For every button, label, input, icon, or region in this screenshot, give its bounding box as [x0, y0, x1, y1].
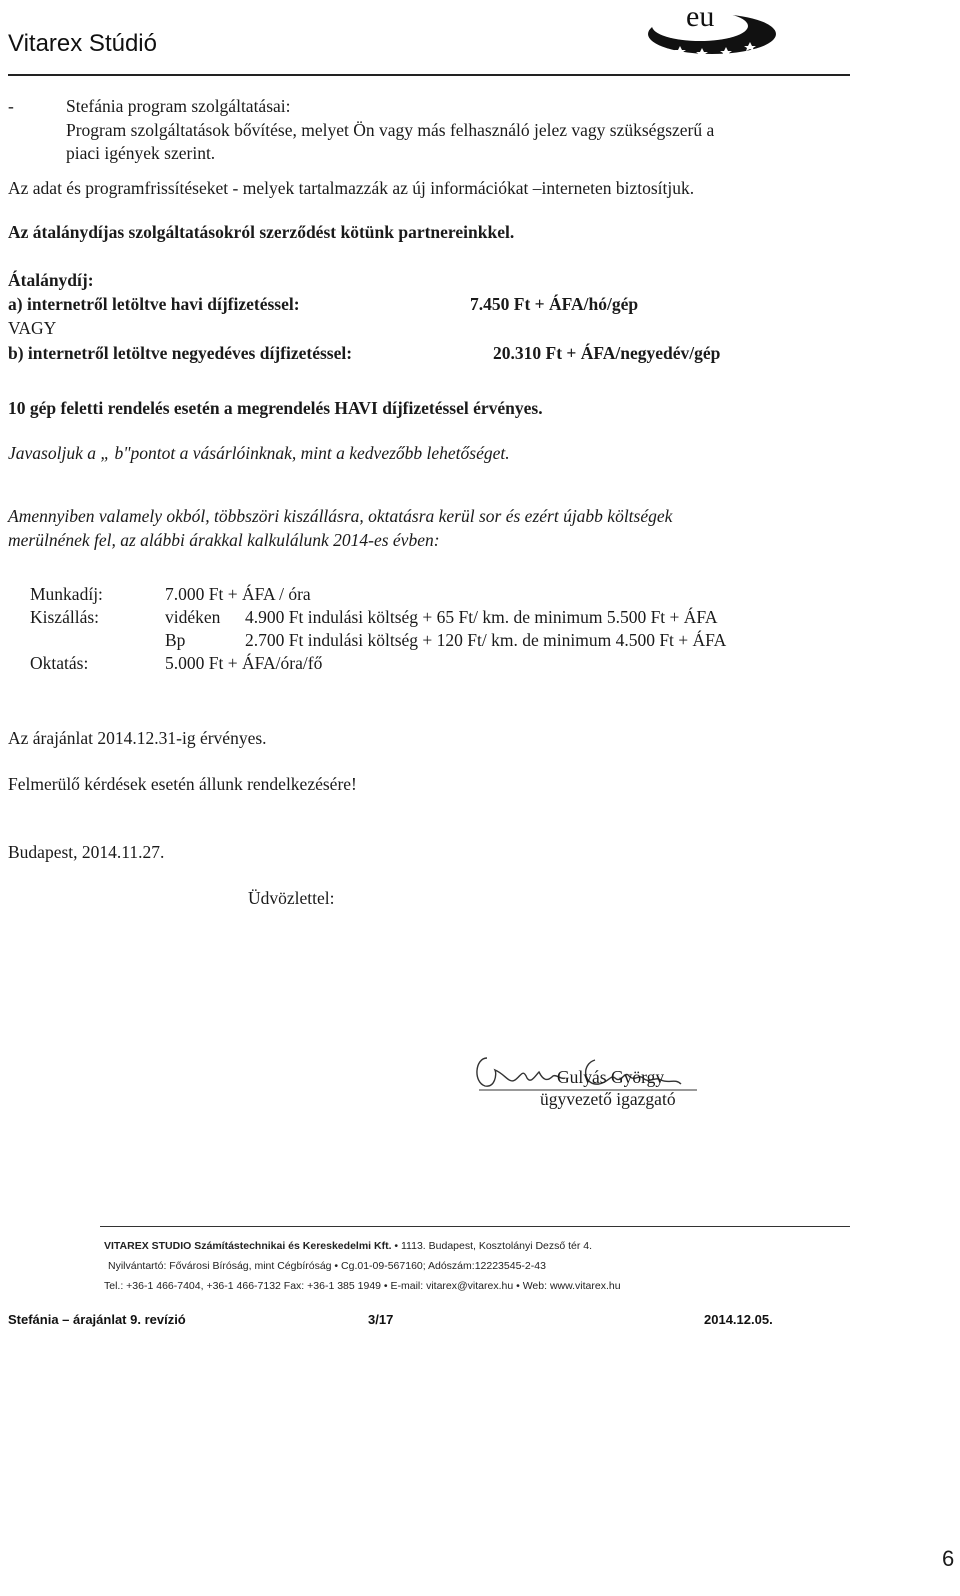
footer-company-name: VITAREX STUDIO Számítástechnikai és Kereskedelmi Kft. — [104, 1240, 392, 1252]
logo-text: eu — [686, 0, 715, 33]
footer-company-address: • 1113. Budapest, Kosztolányi Dezső tér 4. — [394, 1240, 593, 1252]
travel-country-value: 4.900 Ft indulási költség + 65 Ft/ km. de minimum 5.500 Ft + ÁFA — [245, 607, 718, 627]
training-value: 5.000 Ft + ÁFA/óra/fő — [165, 653, 323, 673]
option-b-price: 20.310 Ft + ÁFA/negyedév/gép — [493, 343, 721, 363]
page-number: 6 — [942, 1546, 955, 1571]
bullet-dash: - — [8, 96, 14, 116]
bullet-title: Stefánia program szolgáltatásai: — [66, 96, 291, 116]
signer-title: ügyvezető igazgató — [540, 1089, 676, 1109]
greeting: Üdvözlettel: — [248, 888, 335, 908]
updates-paragraph: Az adat és programfrissítéseket - melyek tartalmazzák az új információkat –interneten biztosítjuk. — [8, 178, 695, 198]
bullet-line-1: Program szolgáltatások bővítése, melyet Ön vagy más felhasználó jelez vagy szükségszerű a — [66, 120, 715, 140]
footer-company-line — [104, 1240, 592, 1252]
travel-bp-value: 2.700 Ft indulási költség + 120 Ft/ km. de minimum 4.500 Ft + ÁFA — [245, 630, 727, 650]
footer-page-of: 3/17 — [368, 1312, 394, 1327]
travel-bp-place: Bp — [165, 630, 186, 650]
bullet-line-2: piaci igények szerint. — [66, 143, 216, 163]
flat-fee-title: Átalánydíj: — [8, 270, 94, 290]
eu-logo — [640, 0, 790, 58]
footer-divider — [100, 1226, 850, 1227]
header-divider — [8, 74, 850, 76]
option-b-label: b) internetről letöltve negyedéves díjfizetéssel: — [8, 343, 353, 363]
travel-label: Kiszállás: — [30, 607, 100, 627]
signer-name: Gulyás György — [557, 1067, 665, 1087]
recommendation-note: Javasoljuk a „ b"pontot a vásárlóinknak, mint a kedvezőbb lehetőséget. — [8, 443, 510, 463]
validity-note: Az árajánlat 2014.12.31-ig érvényes. — [8, 728, 267, 748]
labor-label: Munkadíj: — [30, 584, 103, 604]
brand-name: Vitarex Stúdió — [8, 30, 157, 57]
or-label: VAGY — [8, 318, 57, 338]
footer-registry: Nyilvántartó: Fővárosi Bíróság, mint Cégbíróság • Cg.01-09-567160; Adószám:12223545-2-43 — [108, 1260, 546, 1272]
questions-note: Felmerülő kérdések esetén állunk rendelkezésére! — [8, 774, 357, 794]
option-a-price: 7.450 Ft + ÁFA/hó/gép — [470, 294, 639, 314]
extra-costs-line-1: Amennyiben valamely okból, többszöri kiszállásra, oktatásra kerül sor és ezért újabb költségek — [8, 506, 673, 526]
place-date: Budapest, 2014.11.27. — [8, 842, 165, 862]
extra-costs-line-2: merülnének fel, az alábbi árakkal kalkulálunk 2014-es évben: — [8, 530, 440, 550]
contracts-paragraph: Az átalánydíjas szolgáltatásokról szerződést kötünk partnereinkkel. — [8, 222, 515, 242]
ten-machines-note: 10 gép feletti rendelés esetén a megrendelés HAVI díjfizetéssel érvényes. — [8, 398, 543, 418]
footer-doc-date: 2014.12.05. — [704, 1312, 773, 1327]
travel-country-place: vidéken — [165, 607, 221, 627]
footer-doc-name: Stefánia – árajánlat 9. revízió — [8, 1312, 186, 1327]
labor-value: 7.000 Ft + ÁFA / óra — [165, 584, 311, 604]
training-label: Oktatás: — [30, 653, 89, 673]
option-a-label: a) internetről letöltve havi díjfizetéssel: — [8, 294, 300, 314]
footer-contacts: Tel.: +36-1 466-7404, +36-1 466-7132 Fax: +36-1 385 1949 • E-mail: vitarex@vitarex.hu • Web: www.vitarex.hu — [104, 1280, 621, 1292]
